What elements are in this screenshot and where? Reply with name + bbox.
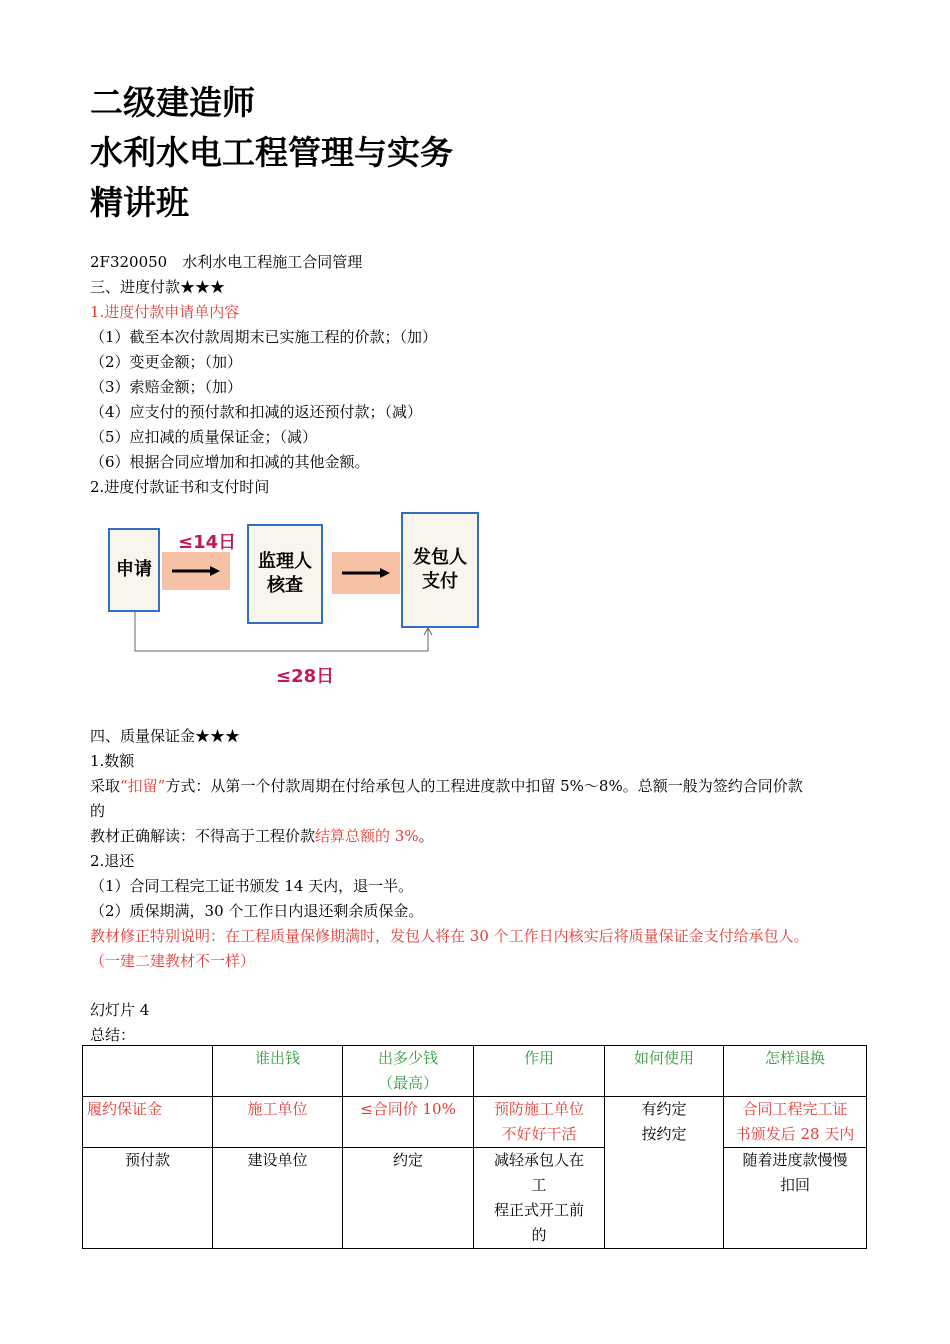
progress-heading: 三、进度付款★★★ xyxy=(90,278,226,296)
apply-box-label: 申请 xyxy=(116,559,152,580)
progress-item: （1）截至本次付款周期末已实施工程的价款；（加） xyxy=(90,328,438,346)
quality-paragraph-1-cont: 的 xyxy=(90,802,106,820)
quality-subheading-2: 2.退还 xyxy=(90,852,135,870)
slide-label: 幻灯片 4 xyxy=(90,1001,150,1019)
progress-item: （2）变更金额；（加） xyxy=(90,353,243,371)
table-cell: 预防施工单位 不好好干活 xyxy=(474,1097,605,1148)
owner-box-label-1: 发包人 xyxy=(413,547,467,568)
correction-note: 教材修正特别说明：在工程质量保修期满时，发包人将在 30 个工作日内核实后将质量保证金支付给承包人。 xyxy=(90,927,809,945)
progress-item: （5）应扣减的质量保证金；（减） xyxy=(90,428,318,446)
return-connector xyxy=(100,508,490,688)
title-line-3: 精讲班 xyxy=(90,183,189,222)
table-cell: 有约定 按约定 xyxy=(605,1097,724,1249)
header-cell: 如何使用 xyxy=(605,1046,724,1097)
refund-item: （2）质保期满，30 个工作日内退还剩余质保金。 xyxy=(90,902,424,920)
header-cell xyxy=(83,1046,213,1097)
table-cell: 预付款 xyxy=(83,1148,213,1249)
header-cell: 出多少钱 （最高） xyxy=(343,1046,474,1097)
header-cell: 谁出钱 xyxy=(213,1046,343,1097)
owner-box-label-2: 支付 xyxy=(422,571,458,592)
correction-note-2: （一建二建教材不一样） xyxy=(90,952,256,970)
retention-term: “扣留” xyxy=(120,777,166,795)
supervisor-box-label-1: 监理人 xyxy=(258,551,312,572)
table-cell: 履约保证金 xyxy=(83,1097,213,1148)
table-cell: 减轻承包人在 工 程正式开工前 的 xyxy=(474,1148,605,1249)
table-cell: 随着进度款慢慢 扣回 xyxy=(724,1148,867,1249)
quality-paragraph-2: 教材正确解读：不得高于工程价款结算总额的 3%。 xyxy=(90,827,434,845)
summary-table xyxy=(82,1045,867,1249)
header-cell: 作用 xyxy=(474,1046,605,1097)
supervisor-box-label-2: 核查 xyxy=(267,575,303,596)
table-cell: 合同工程完工证 书颁发后 28 天内 xyxy=(724,1097,867,1148)
progress-subheading-2: 2.进度付款证书和支付时间 xyxy=(90,478,270,496)
quality-heading: 四、质量保证金★★★ xyxy=(90,727,241,745)
payment-flow-diagram xyxy=(100,508,490,688)
summary-label: 总结： xyxy=(90,1026,136,1044)
title-line-2: 水利水电工程管理与实务 xyxy=(90,133,453,172)
section-code: 2F320050 水利水电工程施工合同管理 xyxy=(90,253,363,271)
quality-paragraph-1: 采取“扣留”方式：从第一个付款周期在付给承包人的工程进度款中扣留 5%～8%。总额一般为签约合同价款 xyxy=(90,777,803,795)
table-cell: 约定 xyxy=(343,1148,474,1249)
progress-item: （4）应支付的预付款和扣减的返还预付款；（减） xyxy=(90,403,423,421)
label-14-days: ≤14日 xyxy=(178,532,237,553)
progress-item: （6）根据合同应增加和扣减的其他金额。 xyxy=(90,453,370,471)
label-28-days: ≤28日 xyxy=(276,666,335,687)
refund-item: （1）合同工程完工证书颁发 14 天内，退一半。 xyxy=(90,877,414,895)
table-row xyxy=(83,1097,867,1148)
quality-subheading-1: 1.数额 xyxy=(90,752,135,770)
progress-item: （3）索赔金额；（加） xyxy=(90,378,243,396)
table-header-row xyxy=(83,1046,867,1097)
table-cell: 建设单位 xyxy=(213,1148,343,1249)
progress-subheading-1: 1.进度付款申请单内容 xyxy=(90,303,240,321)
header-cell: 怎样退换 xyxy=(724,1046,867,1097)
table-row xyxy=(83,1148,867,1249)
title-line-1: 二级建造师 xyxy=(90,83,255,122)
table-cell: ≤合同价 10% xyxy=(343,1097,474,1148)
table-cell: 施工单位 xyxy=(213,1097,343,1148)
settlement-limit: 结算总额的 3% xyxy=(315,827,419,845)
